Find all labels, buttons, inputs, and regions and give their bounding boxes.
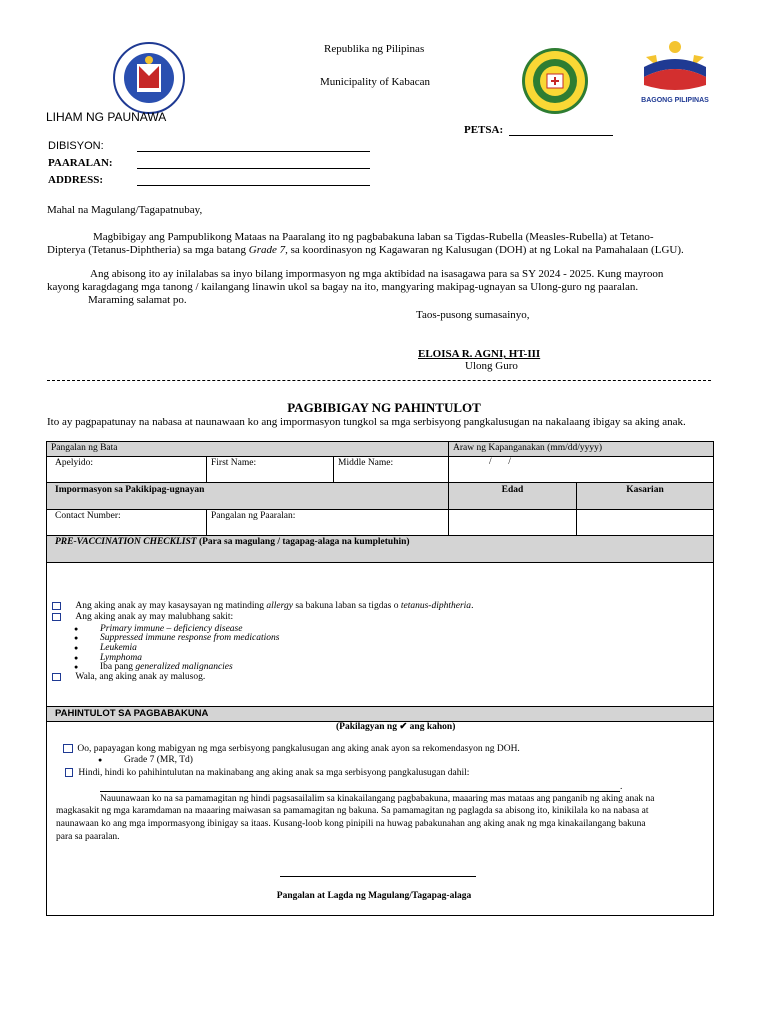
illness-item: [52, 612, 233, 622]
yes-checkbox[interactable]: [63, 744, 73, 753]
republic-heading: Republika ng Pilipinas: [324, 43, 425, 55]
closing: Taos-pusong sumasainyo,: [416, 309, 530, 321]
division-label: DIBISYON:: [48, 140, 104, 152]
birthdate-header: Araw ng Kapanganakan (mm/dd/yyyy): [448, 441, 714, 457]
paragraph2-line2: kayong karagdagang mga tanong / kailangang linawin ukol sa bagay na ito, mangyaring makipag-ugnayan sa Ulong-guro ng paaralan.: [47, 281, 639, 293]
healthy-text: Wala, ang aking anak ay malusog.: [75, 672, 206, 682]
allergy-item: [52, 601, 473, 611]
paragraph1-line1: Magbibigay ang Pampublikong Mataas na Paaralang ito ng pagbabakuna laban sa Tigdas-Rubella (Measles-Rubella) at Tetano-: [93, 231, 654, 243]
reason-line[interactable]: [100, 791, 620, 792]
school-line[interactable]: [137, 168, 370, 169]
allergy-text-b: allergy: [266, 601, 293, 611]
letter-title: LIHAM NG PAUNAWA: [46, 110, 167, 124]
permission-header: PAHINTULOT SA PAGBABAKUNA: [46, 706, 714, 722]
child-name-header: Pangalan ng Bata: [46, 441, 449, 457]
deped-seal: [111, 42, 187, 114]
checklist-header: [46, 535, 714, 563]
no-option: [65, 768, 469, 778]
contact-number-label: Contact Number:: [55, 511, 121, 521]
salutation: Mahal na Magulang/Tagapatnubay,: [47, 204, 203, 216]
paragraph1-line2: [47, 244, 684, 256]
date-label: PETSA:: [464, 124, 504, 136]
middlename-label: Middle Name:: [338, 458, 394, 468]
p1-grade: Grade 7: [248, 244, 286, 256]
grade-item: ● Grade 7 (MR, Td): [124, 755, 193, 765]
address-line[interactable]: [137, 185, 370, 186]
condition-item: ● Suppressed immune response from medications: [100, 633, 279, 643]
bagong-pilipinas-text: BAGONG PILIPINAS: [641, 97, 709, 104]
birthdate-field[interactable]: [448, 456, 714, 483]
sex-header: Kasarian: [576, 482, 714, 510]
signatory-title: Ulong Guro: [465, 360, 518, 372]
age-header: Edad: [448, 482, 577, 510]
yes-option: [63, 744, 520, 754]
malig-text-a: Iba pang: [100, 662, 136, 672]
municipality-heading: Municipality of Kabacan: [320, 76, 430, 88]
understanding-line2: magkasakit ng mga karamdaman na maaaring maiwasan sa pamamagitan ng bakuna. Sa pamamagitan ng paglagda sa abisong ito, kinikilala ko na nabasa at: [56, 806, 649, 816]
firstname-field[interactable]: [206, 456, 334, 483]
consent-intro: Ito ay pagpapatunay na nabasa at naunawaan ko ang impormasyon tungkol sa mga serbisyong pangkalusugan na nakalaang ibigay sa aking anak.: [47, 416, 686, 428]
allergy-text-e: .: [471, 601, 474, 611]
date-line[interactable]: [509, 135, 613, 136]
signature-label: Pangalan at Lagda ng Magulang/Tagapag-alaga: [276, 891, 472, 901]
consent-title: PAGBIBIGAY NG PAHINTULOT: [287, 400, 481, 415]
check-instruction: (Pakilagyan ng ✔ ang kahon): [336, 722, 456, 732]
signature-line[interactable]: [280, 876, 476, 877]
school-name-field[interactable]: [206, 509, 449, 536]
bagong-pilipinas-logo: [636, 37, 714, 107]
condition-item: [100, 662, 233, 672]
no-checkbox[interactable]: [65, 768, 73, 777]
allergy-checkbox[interactable]: [52, 602, 61, 610]
cut-line: [47, 380, 711, 381]
allergy-text-c: sa bakuna laban sa tigdas o: [292, 601, 401, 611]
healthy-item: [52, 672, 205, 682]
school-label: PAARALAN:: [48, 157, 113, 169]
condition-item: ● Primary immune – deficiency disease: [100, 624, 242, 634]
checklist-subtitle: (Para sa magulang / tagapag-alaga na kumpletuhin): [196, 537, 410, 547]
malig-text-b: generalized malignancies: [135, 662, 233, 672]
understanding-line4: para sa paaralan.: [56, 832, 120, 842]
allergy-text-d: tetanus-diphtheria: [400, 601, 472, 611]
sex-field[interactable]: [576, 509, 714, 536]
contact-number-field[interactable]: [46, 509, 207, 536]
firstname-label: First Name:: [211, 458, 257, 468]
understanding-line3: naunawaan ko ang mga impormasyong ibinigay sa itaas. Kusang-loob kong pinipili na huwag pabakunahan ang aking anak ng mga kinakailangang bakuna: [56, 819, 646, 829]
illness-text: Ang aking anak ay may malubhang sakit:: [75, 612, 234, 622]
no-text: Hindi, hindi ko pahihintulutan na makinabang ang aking anak sa mga serbisyong pangkalusugan dahil:: [78, 768, 470, 778]
p1-text-a: Dipterya (Tetanus-Diphtheria) sa mga batang: [47, 244, 249, 256]
understanding-line1: Nauunawaan ko na sa pamamagitan ng hindi pagsasailalim sa kinakailangang pagbabakuna, maaaring mas mataas ang panganib ng aking anak na: [100, 794, 655, 804]
doh-seal: [518, 47, 592, 115]
illness-checkbox[interactable]: [52, 613, 61, 621]
signatory-name: ELOISA R. AGNI, HT-III: [418, 348, 541, 360]
p1-text-c: , sa koordinasyon ng Kagawaran ng Kalusugan (DOH) at ng Lokal na Pamahalaan (LGU).: [285, 244, 684, 256]
allergy-text-a: Ang aking anak ay may kasaysayan ng matinding: [75, 601, 267, 611]
contact-info-header: Impormasyon sa Pakikipag-ugnayan: [46, 482, 449, 510]
condition-item: ● Leukemia: [100, 643, 137, 653]
division-line[interactable]: [137, 151, 370, 152]
lastname-label: Apelyido:: [55, 458, 93, 468]
age-field[interactable]: [448, 509, 577, 536]
healthy-checkbox[interactable]: [52, 673, 61, 681]
checklist-title: PRE-VACCINATION CHECKLIST: [55, 537, 197, 547]
reason-dot: .: [620, 782, 623, 792]
lastname-field[interactable]: [46, 456, 207, 483]
paragraph2-line1: Ang abisong ito ay inilalabas sa inyo bilang impormasyon ng mga aktibidad na isasagawa para sa SY 2024 - 2025. Kung mayroon: [90, 268, 664, 280]
address-label: ADDRESS:: [48, 174, 104, 186]
school-name-label: Pangalan ng Paaralan:: [211, 511, 296, 521]
condition-item: ● Lymphoma: [100, 653, 142, 663]
birthdate-slashes: / /: [489, 457, 511, 467]
paragraph2-line3: Maraming salamat po.: [88, 294, 187, 306]
yes-text: Oo, papayagan kong mabigyan ng mga serbisyong pangkalusugan ang aking anak ayon sa rekomendasyon ng DOH.: [77, 744, 520, 754]
middlename-field[interactable]: [333, 456, 449, 483]
